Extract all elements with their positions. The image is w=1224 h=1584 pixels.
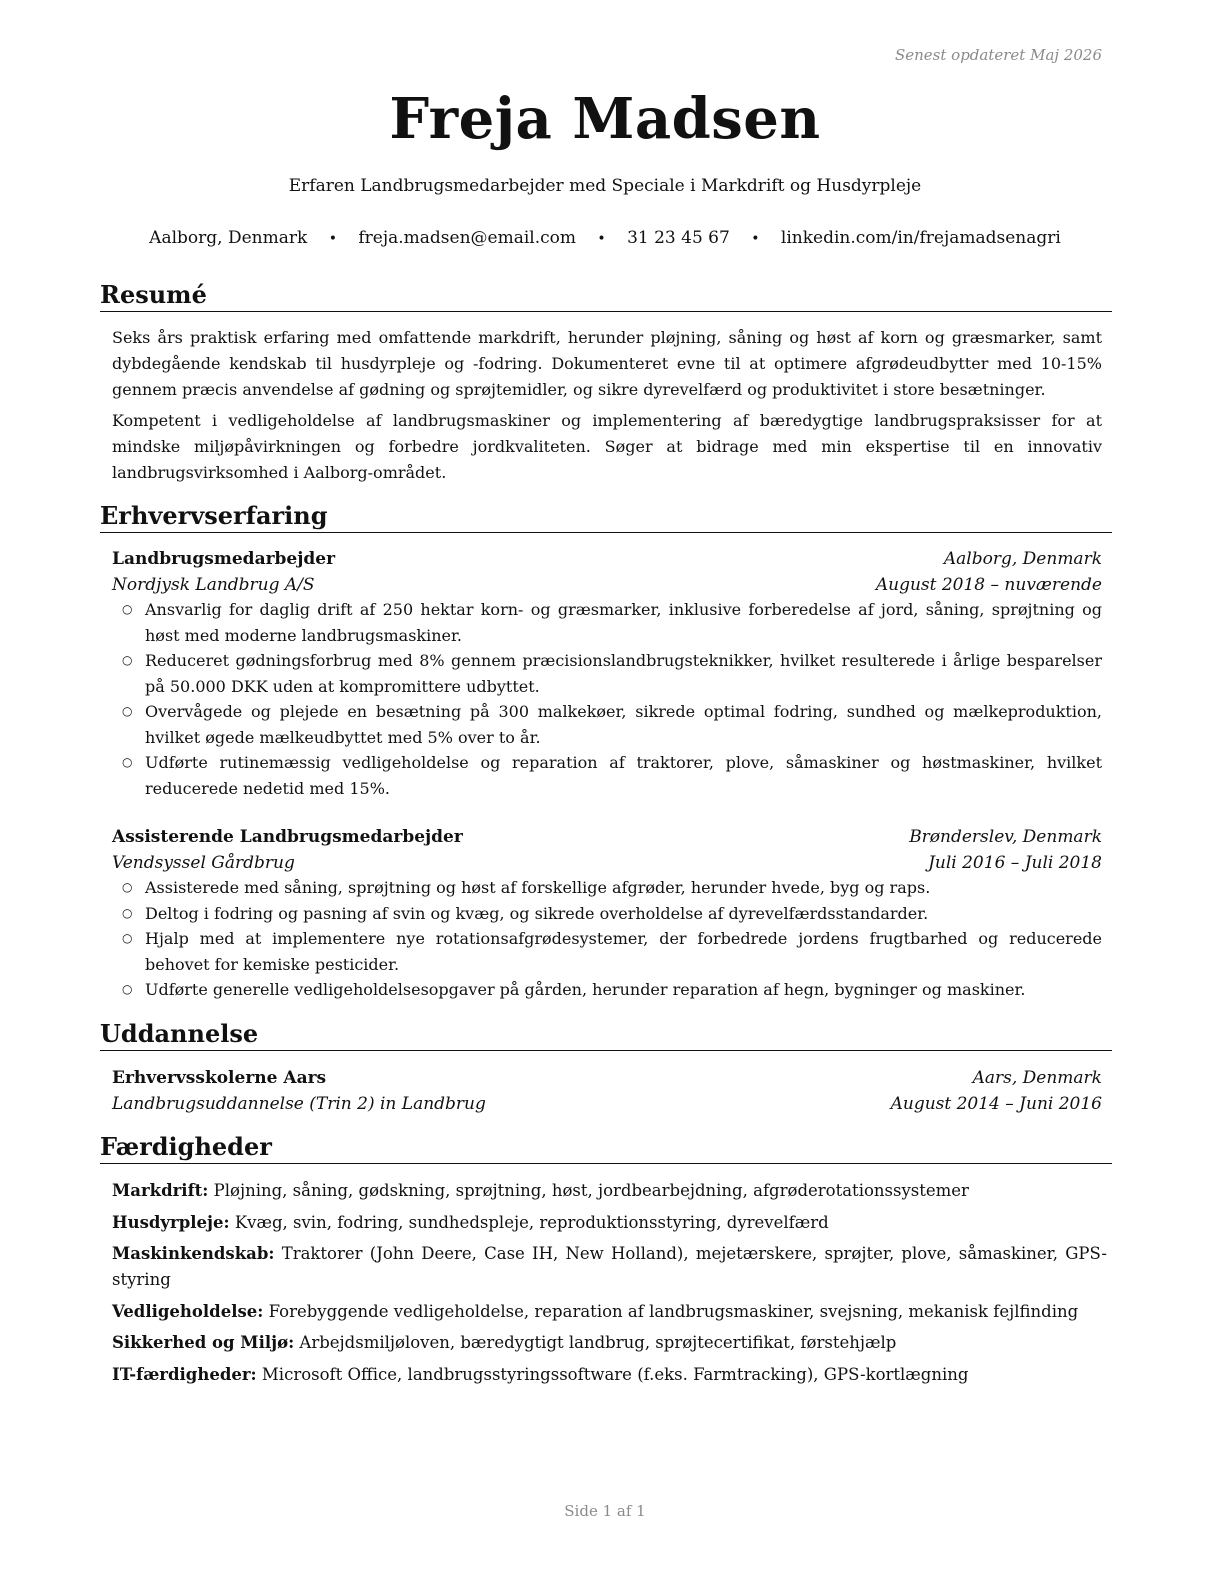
skill-row bbox=[112, 1178, 1107, 1204]
skill-label: Husdyrpleje: bbox=[112, 1212, 230, 1232]
contact-line bbox=[0, 228, 1210, 248]
skill-text: Pløjning, såning, gødskning, sprøjtning, høst, jordbearbejdning, afgrøderotationssystemer bbox=[213, 1181, 969, 1200]
bullet-separator: • bbox=[328, 231, 337, 247]
list-item: ○ Deltog i fodring og pasning af svin og kvæg, og sikrede overholdelse af dyrevelfærdsstandarder. bbox=[112, 901, 1102, 927]
job-2-subheader bbox=[112, 850, 1102, 876]
skill-row bbox=[112, 1210, 1107, 1236]
education-location: Aars, Denmark bbox=[972, 1068, 1102, 1088]
job-1-bullets bbox=[112, 597, 1102, 801]
skill-label: Maskinkendskab: bbox=[112, 1244, 275, 1263]
summary-paragraph-2: Kompetent i vedligeholdelse af landbrugsmaskiner og implementering af bæredygtige landbrugspraksisser for at mindske miljøpåvirkningen og forbedre jordkvaliteten. Søger at bidrage med min ekspertise til en innovativ landbrugsvirksomhed i Aalborg-området. bbox=[112, 411, 1102, 482]
job-2-role: Assisterende Landbrugsmedarbejder bbox=[112, 827, 463, 847]
candidate-name: Freja Madsen bbox=[389, 86, 821, 152]
list-item: ○ Hjalp med at implementere nye rotationsafgrødesystemer, der forbedrede jordens frugtbarhed og reducerede behovet for kemiske pesticider. bbox=[112, 926, 1102, 977]
section-title-skills: Færdigheder bbox=[100, 1132, 1112, 1164]
circle-bullet-icon: ○ bbox=[122, 880, 133, 894]
circle-bullet-icon: ○ bbox=[122, 653, 133, 667]
circle-bullet-icon: ○ bbox=[122, 704, 133, 718]
list-item: ○ Udførte generelle vedligeholdelsesopgaver på gården, herunder reparation af hegn, bygninger og maskiner. bbox=[112, 977, 1102, 1003]
circle-bullet-icon: ○ bbox=[122, 602, 133, 616]
skill-text: Microsoft Office, landbrugsstyringssoftware (f.eks. Farmtracking), GPS-kortlægning bbox=[261, 1364, 969, 1384]
job-1-company: Nordjysk Landbrug A/S bbox=[112, 575, 315, 595]
summary-paragraph-1: Seks års praktisk erfaring med omfattende markdrift, herunder pløjning, såning og høst af korn og græsmarker, samt dybdegående kendskab til husdyrpleje og -fodring. Dokumenteret evne til at optimere afgrødeudbytter med 10-15% gennem præcis anvendelse af gødning og sprøjtemidler, og sikre dyrevelfærd og produktivitet i store besætninger. bbox=[112, 328, 1102, 399]
bullet-separator: • bbox=[597, 231, 606, 247]
contact-location: Aalborg, Denmark bbox=[149, 228, 308, 248]
list-item: ○ Udførte rutinemæssig vedligeholdelse og reparation af traktorer, plove, såmaskiner og høstmaskiner, hvilket reducerede nedetid med 15%. bbox=[112, 750, 1102, 801]
contact-linkedin[interactable]: linkedin.com/in/frejamadsenagri bbox=[780, 228, 1061, 248]
circle-bullet-icon: ○ bbox=[122, 931, 133, 945]
list-item: ○ Reduceret gødningsforbrug med 8% gennem præcisionslandbrugsteknikker, hvilket resulterede i årlige besparelser på 50.000 DKK uden at kompromittere udbyttet. bbox=[112, 648, 1102, 699]
section-title-summary: Resumé bbox=[100, 280, 1112, 312]
list-item: ○ Assisterede med såning, sprøjtning og høst af forskellige afgrøder, herunder hvede, byg og raps. bbox=[112, 875, 1102, 901]
circle-bullet-icon: ○ bbox=[122, 982, 133, 996]
job-2-dates: Juli 2016 – Juli 2018 bbox=[928, 853, 1102, 873]
skill-text: Arbejdsmiljøloven, bæredygtigt landbrug, sprøjtecertifikat, førstehjælp bbox=[299, 1333, 897, 1352]
skill-label: Sikkerhed og Miljø: bbox=[112, 1333, 295, 1352]
circle-bullet-icon: ○ bbox=[122, 755, 133, 769]
skill-row bbox=[112, 1299, 1107, 1325]
skill-label: Markdrift: bbox=[112, 1181, 209, 1200]
job-2-company: Vendsyssel Gårdbrug bbox=[112, 853, 295, 873]
education-header bbox=[112, 1065, 1102, 1091]
skill-text: Kvæg, svin, fodring, sundhedspleje, reproduktionsstyring, dyrevelfærd bbox=[234, 1212, 829, 1232]
section-title-education: Uddannelse bbox=[100, 1019, 1112, 1051]
job-2-bullets bbox=[112, 875, 1102, 1003]
page-number: Side 1 af 1 bbox=[564, 1502, 646, 1520]
circle-bullet-icon: ○ bbox=[122, 905, 133, 920]
tagline: Erfaren Landbrugsmedarbejder med Speciale i Markdrift og Husdyrpleje bbox=[288, 176, 922, 196]
skill-row bbox=[112, 1330, 1107, 1356]
contact-email[interactable]: freja.madsen@email.com bbox=[358, 228, 576, 248]
job-1-location: Aalborg, Denmark bbox=[943, 549, 1102, 569]
list-item: ○ Ansvarlig for daglig drift af 250 hektar korn- og græsmarker, inklusive forberedelse af jord, såning, sprøjtning og høst med moderne landbrugsmaskiner. bbox=[112, 597, 1102, 648]
section-title-experience: Erhvervserfaring bbox=[100, 501, 1112, 533]
job-2-location: Brønderslev, Denmark bbox=[909, 827, 1102, 847]
education-school: Erhvervsskolerne Aars bbox=[112, 1068, 327, 1088]
job-1-subheader bbox=[112, 572, 1102, 598]
skill-label: IT-færdigheder: bbox=[112, 1364, 257, 1384]
last-updated: Senest opdateret Maj 2026 bbox=[894, 46, 1102, 64]
job-1-header bbox=[112, 546, 1102, 572]
education-degree: Landbrugsuddannelse (Trin 2) in Landbrug bbox=[112, 1094, 486, 1114]
job-2-header bbox=[112, 824, 1102, 850]
skill-row bbox=[112, 1362, 1107, 1388]
job-1-dates: August 2018 – nuværende bbox=[875, 575, 1102, 595]
education-subheader bbox=[112, 1091, 1102, 1117]
skill-text: Traktorer (John Deere, Case IH, New Holland), mejetærskere, sprøjter, plove, såmaskiner, GPS-styring bbox=[112, 1244, 1108, 1289]
skill-text: Forebyggende vedligeholdelse, reparation af landbrugsmaskiner, svejsning, mekanisk fejlfinding bbox=[268, 1301, 1079, 1321]
skill-label: Vedligeholdelse: bbox=[112, 1301, 264, 1321]
education-dates: August 2014 – Juni 2016 bbox=[890, 1094, 1102, 1114]
list-item: ○ Overvågede og plejede en besætning på 300 malkekøer, sikrede optimal fodring, sundhed og mælkeproduktion, hvilket øgede mælkeudbyttet med 5% over to år. bbox=[112, 699, 1102, 750]
skill-row bbox=[112, 1241, 1107, 1293]
bullet-separator: • bbox=[751, 231, 760, 247]
job-1-role: Landbrugsmedarbejder bbox=[112, 549, 336, 569]
contact-phone: 31 23 45 67 bbox=[627, 228, 730, 248]
skills-list bbox=[112, 1178, 1107, 1393]
